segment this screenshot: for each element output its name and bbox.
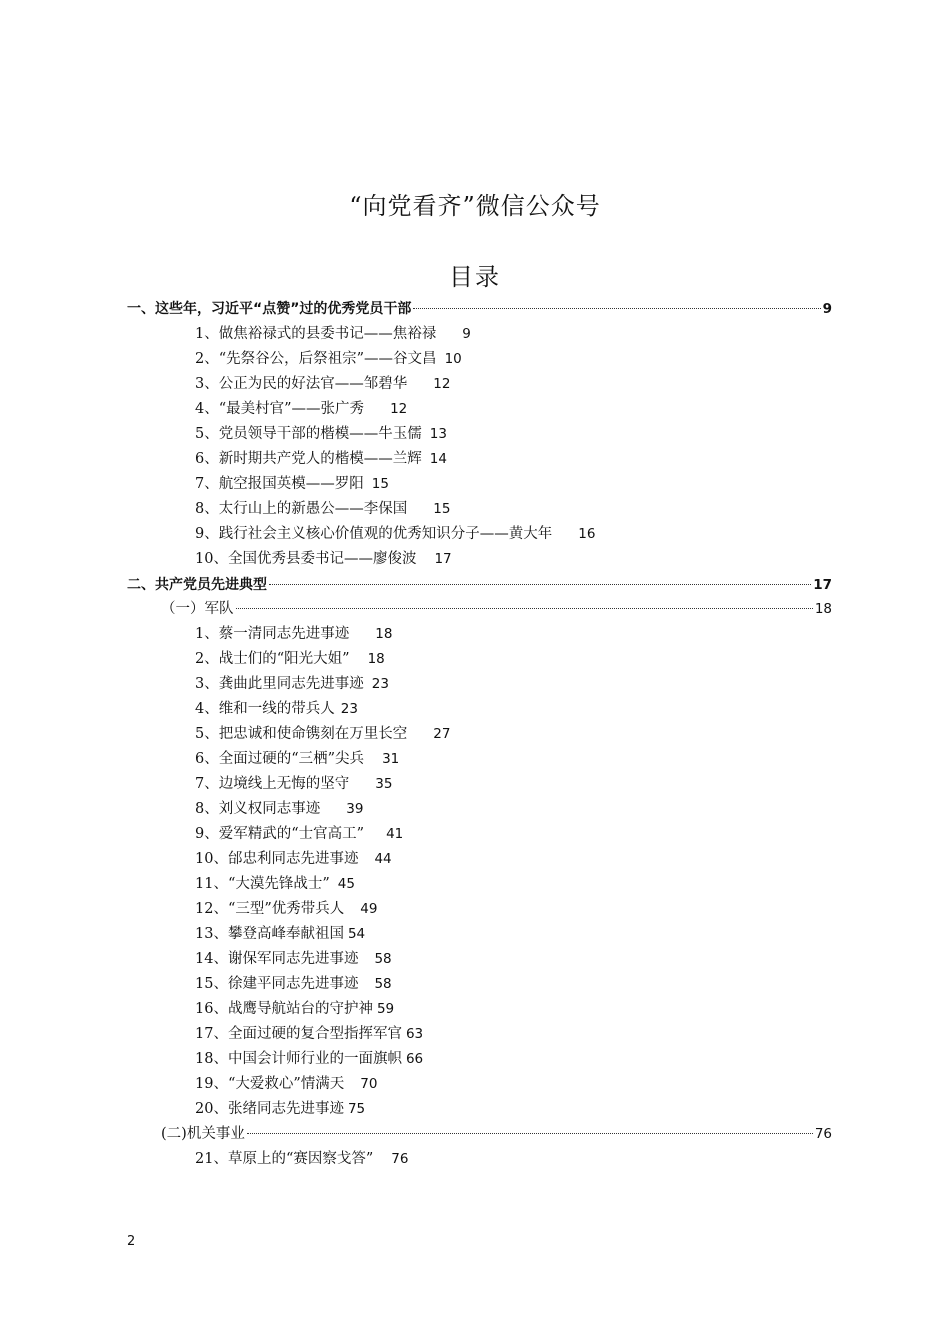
toc-item-page: 12 [433,376,451,392]
toc-item-title: 4、维和一线的带兵人 [195,701,335,717]
toc-item[interactable] [195,797,363,821]
toc-item[interactable] [195,672,389,696]
toc-item-page: 49 [360,901,378,917]
toc-item-title: 7、航空报国英模——罗阳 [195,476,364,492]
toc-item[interactable] [195,422,447,446]
toc-section-1-page: 9 [822,301,832,317]
toc-item-title: 7、边境线上无悔的坚守 [195,776,350,792]
toc-section-1-title: 一、这些年，习近平“点赞”过的优秀党员干部 [127,301,412,317]
toc-item[interactable] [195,622,392,646]
toc-item-page: 75 [347,1101,366,1117]
toc-item[interactable] [195,1047,423,1071]
toc-item-title: 1、做焦裕禄式的县委书记——焦裕禄 [195,326,437,342]
toc-item[interactable] [195,472,389,496]
toc-item-title: 8、太行山上的新愚公——李保国 [195,501,408,517]
toc-item-title: 11、“大漠先锋战士” [195,876,330,892]
toc-item[interactable] [195,497,450,521]
toc-item-title: 12、“三型”优秀带兵人 [195,901,345,917]
toc-item[interactable] [195,872,355,896]
toc-item-page: 66 [405,1051,424,1067]
toc-item-page: 59 [376,1001,395,1017]
toc-subsection-page: 18 [814,601,832,617]
toc-item-page: 58 [374,951,392,967]
toc-item[interactable] [195,522,595,546]
toc-item-page: 41 [386,826,404,842]
toc-item-title: 4、“最美村官”——张广秀 [195,401,365,417]
toc-item-page: 15 [433,501,451,517]
toc-item-page: 12 [390,401,408,417]
toc-item-page: 35 [375,776,393,792]
toc-item-page: 27 [433,726,451,742]
toc-item[interactable] [195,447,447,471]
toc-item[interactable] [195,547,452,571]
toc-item[interactable] [195,922,365,946]
toc-item[interactable] [195,747,399,771]
toc-item-title: 2、“先祭谷公，后祭祖宗”——谷文昌 [195,351,437,367]
toc-item-page: 13 [429,426,447,442]
toc-item[interactable] [195,347,462,371]
page-number: 2 [127,1234,136,1249]
toc-item[interactable] [195,697,358,721]
toc-item-page: 54 [347,926,366,942]
toc-item-page: 39 [346,801,364,817]
toc-item[interactable] [195,1147,408,1171]
toc-item-page: 23 [371,676,389,692]
toc-item-title: 9、践行社会主义核心价值观的优秀知识分子——黄大年 [195,526,553,542]
toc-item-page: 76 [391,1151,409,1167]
toc-item[interactable] [195,897,377,921]
toc-item-page: 63 [405,1026,424,1042]
toc-item-title: 13、攀登高峰奉献祖国 [195,926,344,942]
toc-item-title: 8、刘义权同志事迹 [195,801,321,817]
toc-item-page: 45 [337,876,355,892]
toc-item-title: 21、草原上的“赛因察戈答” [195,1151,374,1167]
toc-item-page: 70 [360,1076,378,1092]
toc-item[interactable] [195,1097,365,1121]
dot-leader [269,584,811,585]
toc-item[interactable] [195,972,392,996]
toc-item-title: 3、龚曲此里同志先进事迹 [195,676,364,692]
toc-item[interactable] [195,822,403,846]
toc-item-page: 44 [374,851,392,867]
toc-item-title: 10、全国优秀县委书记——廖俊波 [195,551,417,567]
toc-title: 目录 [449,263,501,291]
toc-item-title: 6、全面过硬的“三栖”尖兵 [195,751,365,767]
toc-item[interactable] [195,647,385,671]
toc-item-title: 14、谢保军同志先进事迹 [195,951,359,967]
toc-section-2-page: 17 [813,577,832,593]
toc-item-page: 14 [429,451,447,467]
toc-item-page: 17 [434,551,452,567]
toc-item-title: 3、公正为民的好法官——邹碧华 [195,376,408,392]
toc-item[interactable] [195,997,394,1021]
toc-item[interactable] [195,1072,377,1096]
toc-item-title: 5、党员领导干部的楷模——牛玉儒 [195,426,422,442]
toc-subsection-title: (二)机关事业 [161,1126,245,1142]
toc-item-page: 15 [371,476,389,492]
toc-item-title: 1、蔡一清同志先进事迹 [195,626,350,642]
toc-subsection-title: （一）军队 [161,601,234,617]
toc-item-title: 16、战鹰导航站台的守护神 [195,1001,373,1017]
dot-leader [413,308,820,309]
toc-item-title: 2、战士们的“阳光大姐” [195,651,350,667]
toc-item-page: 16 [578,526,596,542]
toc-item[interactable] [195,772,392,796]
toc-item[interactable] [195,372,450,396]
toc-item-title: 15、徐建平同志先进事迹 [195,976,359,992]
toc-item[interactable] [195,722,450,746]
toc-section-2-title: 二、共产党员先进典型 [127,577,267,593]
toc-section-1[interactable] [127,297,832,321]
toc-item-page: 18 [375,626,393,642]
toc-item-title: 9、爱军精武的“士官高工” [195,826,365,842]
toc-subsection-military[interactable] [161,597,832,621]
toc-subsection-page: 76 [814,1126,832,1142]
toc-item-title: 20、张绪同志先进事迹 [195,1101,344,1117]
toc-item-page: 10 [444,351,462,367]
dot-leader [247,1133,813,1134]
toc-item[interactable] [195,947,392,971]
toc-item-title: 5、把忠诚和使命镌刻在万里长空 [195,726,408,742]
toc-item[interactable] [195,847,392,871]
toc-item-page: 18 [367,651,385,667]
toc-item[interactable] [195,397,407,421]
toc-item-page: 31 [382,751,400,767]
dot-leader [236,608,813,609]
toc-section-2[interactable] [127,573,832,597]
document-header-title: “向党看齐”微信公众号 [349,192,601,220]
toc-item-title: 17、全面过硬的复合型指挥军官 [195,1026,402,1042]
toc-subsection-institutions[interactable] [161,1122,832,1146]
toc-item-title: 10、邰忠利同志先进事迹 [195,851,359,867]
toc-item-title: 18、中国会计师行业的一面旗帜 [195,1051,402,1067]
toc-item-page: 9 [462,326,471,342]
toc-item-title: 6、新时期共产党人的楷模——兰辉 [195,451,422,467]
toc-item-page: 23 [340,701,358,717]
toc-item[interactable] [195,1022,423,1046]
toc-item-page: 58 [374,976,392,992]
toc-item-title: 19、“大爱救心”情满天 [195,1076,345,1092]
toc-item[interactable] [195,322,471,346]
